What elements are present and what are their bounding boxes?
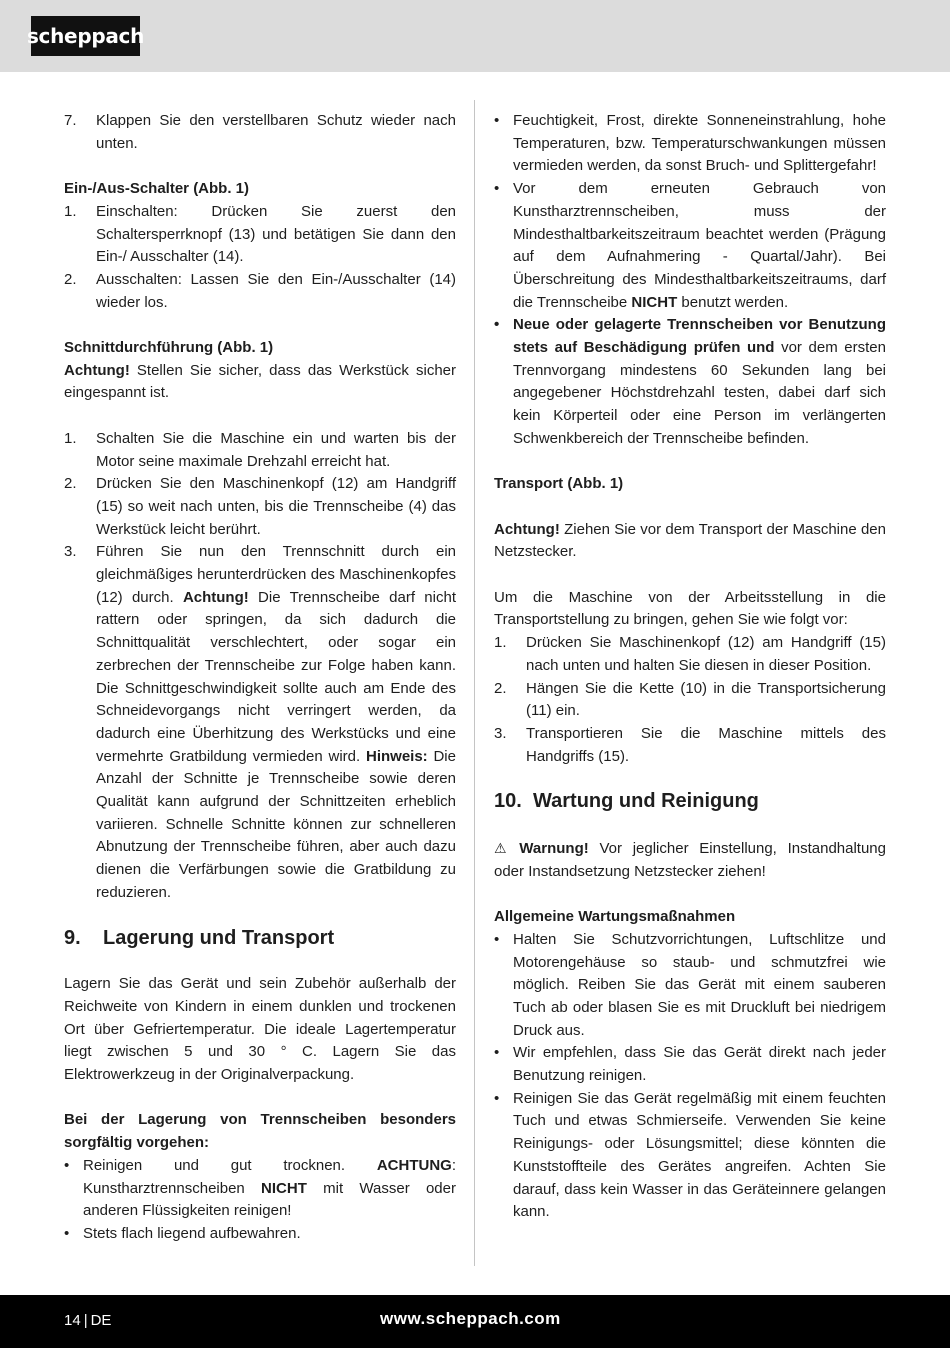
- maintenance-warning: ⚠ Warnung! Vor jeglicher Einstellung, Instandhaltung oder Instandsetzung Netzstecker ziehen!: [494, 837, 886, 883]
- cut-step-1: 1. Schalten Sie die Maschine ein und warten bis der Motor seine maximale Drehzahl erreicht hat.: [64, 429, 456, 470]
- transport-intro: Um die Maschine von der Arbeitsstellung in die Transportstellung zu bringen, gehen Sie wie folgt vor:: [494, 588, 886, 629]
- transport-heading: Transport (Abb. 1): [494, 475, 624, 493]
- transport-warning: Achtung! Ziehen Sie vor dem Transport der Maschine den Netzstecker.: [494, 520, 886, 561]
- maintenance-bullet-2: • Wir empfehlen, dass Sie das Gerät direkt nach jeder Benutzung reinigen.: [494, 1044, 886, 1085]
- storage-paragraph: Lagern Sie das Gerät und sein Zubehör außerhalb der Reichweite von Kindern in einem dunklen und trockenen Ort über Gefriertemperatur. Die ideale Lagertemperatur liegt zwischen 5 und 30 ° C. Lagern Sie das Elektrowerkzeug in der Originalverpackung.: [64, 975, 456, 1084]
- maintenance-heading: Allgemeine Wartungsmaßnahmen: [494, 908, 736, 926]
- page-number: 14: [64, 1312, 81, 1329]
- storage-bullet-4: • Vor dem erneuten Gebrauch von Kunstharztrennscheiben, muss der Mindesthaltbarkeitszeitraum beachtet werden (Prägung auf dem Aufnahmering - Quartal/Jahr). Bei Überschreitung des Mindesthaltbarkeitszeitraums, darf die Trennscheibe NICHT benutzt werden.: [494, 180, 886, 311]
- footer-bar: [0, 1295, 950, 1348]
- header-bar: [0, 0, 950, 72]
- maintenance-bullet-1: • Halten Sie Schutzvorrichtungen, Luftschlitze und Motorengehäuse so staub- und schmutzfrei wie möglich. Reiben Sie das Gerät mit einem sauberen Tuch ab oder blasen Sie es mit Druckluft bei niedrigem Druck aus.: [494, 930, 886, 1039]
- storage-bullet-5: • Neue oder gelagerte Trennscheiben vor Benutzung stets auf Beschädigung prüfen und vor dem ersten Trennvorgang mindestens 60 Sekunden lang bei angegebener Höchstdrehzahl testen, dabei darf sich kein Körperteil oder eine Person im verlängerten Schwenkbereich der Trennscheibe befinden.: [494, 316, 886, 447]
- cut-step-3: 3. Führen Sie nun den Trennschnitt durch ein gleichmäßiges herunterdrücken des Maschinenkopfes (12) durch. Achtung! Die Trennscheibe darf nicht rattern oder springen, da sich dadurch die Schnittqualität verschlechtert, oder sogar ein zerbrechen der Trennscheibe zur Folge haben kann. Die Schnittgeschwindigkeit sollte auch am Ende des Schneidevorgangs nicht verringert werden, da dadurch eine Überhitzung des Werkstücks und eine vermehrte Gratbildung vermieden wird. Hinweis: Die Anzahl der Schnitte je Trennscheibe sowie deren Qualität kann aufgrund der Schnittzeiten erheblich variieren. Schnelle Schnitte können zur schnelleren Abnutzung der Trennscheibe führen, aber auch dazu dienen die Verfärbungen sowie die Gratbildung zu reduzieren.: [64, 543, 456, 901]
- cut-warning: Achtung! Stellen Sie sicher, dass das Werkstück sicher eingespannt ist.: [64, 361, 456, 402]
- warning-triangle-icon: ⚠: [494, 840, 507, 857]
- website-url: www.scheppach.com: [380, 1309, 561, 1328]
- left-column: [64, 110, 456, 1246]
- onoff-step-2: 2. Ausschalten: Lassen Sie den Ein-/Ausschalter (14) wieder los.: [64, 270, 456, 311]
- cut-heading: Schnittdurchführung (Abb. 1): [64, 339, 274, 356]
- language-code: DE: [90, 1312, 112, 1329]
- section-9-heading: 9. Lagerung und Transport: [64, 926, 335, 949]
- scheppach-logo: scheppach: [31, 16, 140, 56]
- onoff-heading: Ein-/Aus-Schalter (Abb. 1): [64, 180, 250, 198]
- storage-bullet-2: • Stets flach liegend aufbewahren.: [64, 1224, 301, 1242]
- transport-step-2: 2. Hängen Sie die Kette (10) in die Transportsicherung (11) ein.: [494, 679, 886, 720]
- page-indicator: [64, 1310, 111, 1333]
- section-10-heading: 10. Wartung und Reinigung: [494, 790, 759, 813]
- column-divider: [474, 100, 475, 1266]
- maintenance-bullet-3: • Reinigen Sie das Gerät regelmäßig mit einem feuchten Tuch und etwas Schmierseife. Verwenden Sie keine Reinigungs- oder Lösungsmittel; diese könnten die Kunststoffteile des Gerätes angreifen. Achten Sie darauf, dass kein Wasser in das Geräteinnere gelangen kann.: [494, 1089, 886, 1221]
- transport-step-1: 1. Drücken Sie Maschinenkopf (12) am Handgriff (15) nach unten und halten Sie diesen in dieser Position.: [494, 634, 886, 674]
- storage-bullet-3: • Feuchtigkeit, Frost, direkte Sonneneinstrahlung, hohe Temperaturen, bzw. Temperaturschwankungen müssen vermieden werden, da sonst Bruch- und Splittergefahr!: [494, 112, 886, 175]
- storage-discs-heading: Bei der Lagerung von Trennscheiben besonders sorgfältig vorgehen:: [64, 1111, 456, 1152]
- right-column: [494, 110, 886, 1224]
- step-7: 7. Klappen Sie den verstellbaren Schutz wieder nach unten.: [64, 112, 456, 152]
- storage-bullet-1: • Reinigen und gut trocknen. ACHTUNG: Kunstharztrennscheiben NICHT mit Wasser oder anderen Flüssigkeiten reinigen!: [64, 1156, 456, 1220]
- onoff-step-1: 1. Einschalten: Drücken Sie zuerst den Schaltersperrknopf (13) und betätigen Sie dann den Ein-/ Ausschalter (14).: [64, 202, 456, 266]
- cut-step-2: 2. Drücken Sie den Maschinenkopf (12) am Handgriff (15) so weit nach unten, bis die Trennscheibe (4) das Werkstück leicht berührt.: [64, 475, 456, 538]
- page-separator: |: [83, 1312, 88, 1329]
- transport-step-3: 3. Transportieren Sie die Maschine mittels des Handgriffs (15).: [494, 724, 886, 765]
